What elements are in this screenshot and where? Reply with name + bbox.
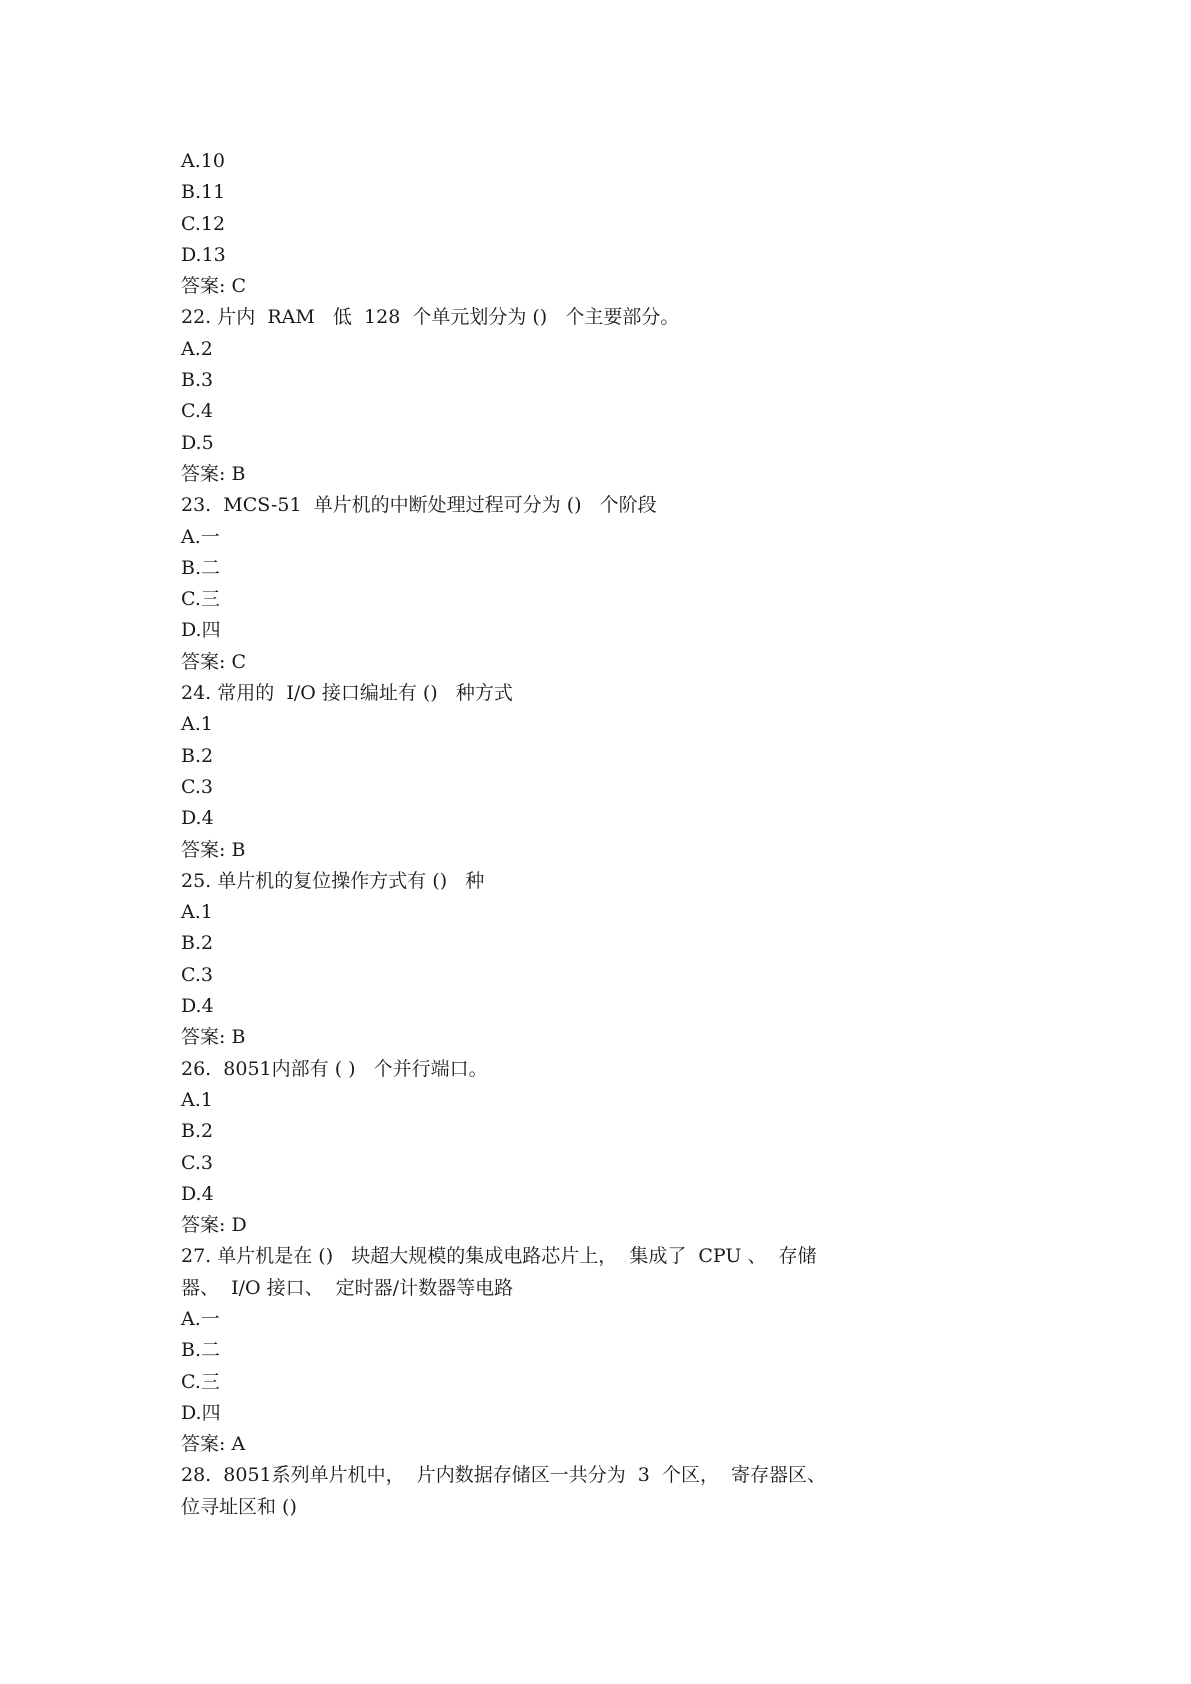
option-a: A.1 xyxy=(181,1088,213,1111)
option-a: A.10 xyxy=(181,150,225,172)
answer-line: 答案: D xyxy=(181,1214,247,1237)
answer-line: 答案: B xyxy=(181,1026,246,1049)
answer-line: 答案: A xyxy=(181,1433,246,1456)
option-a: A.一 xyxy=(181,1307,220,1330)
option-c: C.3 xyxy=(181,775,213,798)
option-d: D.4 xyxy=(181,995,214,1018)
option-a: A.2 xyxy=(181,337,213,360)
option-d: D.13 xyxy=(181,243,226,266)
option-c: C.三 xyxy=(181,588,220,611)
option-d: D.4 xyxy=(181,1182,214,1205)
answer-line: 答案: B xyxy=(181,838,246,861)
question-26-text: 26. 8051内部有 ( ) 个并行端口。 xyxy=(181,1057,488,1080)
question-24-text: 24. 常用的 I/O 接口编址有 () 种方式 xyxy=(181,682,513,705)
option-b: B.2 xyxy=(181,744,214,767)
option-a: A.一 xyxy=(181,525,220,548)
answer-line: 答案: C xyxy=(181,650,246,673)
option-a: A.1 xyxy=(181,713,213,736)
answer-line: 答案: B xyxy=(181,462,246,485)
option-b: B.11 xyxy=(181,181,226,204)
question-23-text: 23. MCS-51 单片机的中断处理过程可分为 () 个阶段 xyxy=(181,494,657,517)
option-d: D.4 xyxy=(181,807,214,830)
option-c: C.4 xyxy=(181,400,213,423)
option-b: B.2 xyxy=(181,1120,214,1143)
answer-line: 答案: C xyxy=(181,275,246,298)
option-b: B.二 xyxy=(181,1339,221,1362)
question-27-text: 27. 单片机是在 () 块超大规模的集成电路芯片上， 集成了 CPU 、 存储 xyxy=(181,1245,817,1268)
question-27-text-cont: 器、 I/O 接口、 定时器/计数器等电路 xyxy=(181,1276,514,1299)
question-22-text: 22. 片内 RAM 低 128 个单元划分为 () 个主要部分。 xyxy=(181,306,680,329)
option-c: C.3 xyxy=(181,1151,213,1174)
option-c: C.三 xyxy=(181,1370,220,1393)
question-list xyxy=(181,146,901,1523)
option-b: B.2 xyxy=(181,932,214,955)
option-c: C.3 xyxy=(181,963,213,986)
option-d: D.5 xyxy=(181,431,214,454)
option-b: B.3 xyxy=(181,369,214,392)
option-d: D.四 xyxy=(181,619,221,642)
question-28-text-cont: 位寻址区和 () xyxy=(181,1495,297,1518)
question-28-text: 28. 8051系列单片机中， 片内数据存储区一共分为 3 个区， 寄存器区、 xyxy=(181,1464,827,1487)
option-c: C.12 xyxy=(181,212,226,235)
question-25-text: 25. 单片机的复位操作方式有 () 种 xyxy=(181,869,485,892)
option-a: A.1 xyxy=(181,901,213,924)
option-d: D.四 xyxy=(181,1401,221,1424)
option-b: B.二 xyxy=(181,556,221,579)
